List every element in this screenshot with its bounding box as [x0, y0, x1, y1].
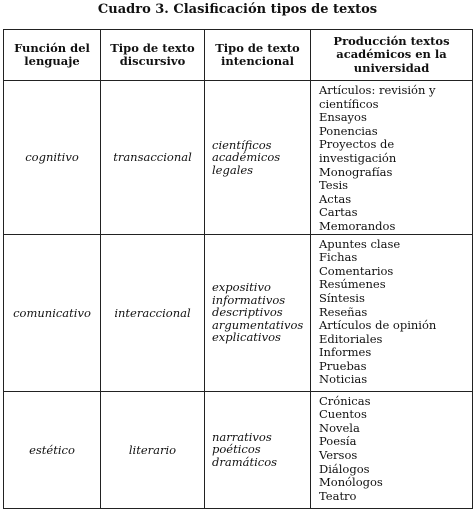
header-row — [4, 30, 473, 81]
header-tipo-intencional: Tipo de texto intencional — [205, 30, 311, 81]
produccion-item: Ensayos — [319, 110, 367, 125]
intencional-item: académicos — [212, 150, 281, 165]
intencional-item: expositivo — [212, 280, 271, 295]
produccion-item: Proyectos de — [319, 137, 395, 152]
produccion-item: investigación — [319, 150, 397, 165]
intencional-item: científicos — [212, 137, 272, 152]
cell-intencional — [205, 81, 311, 235]
cell-intencional — [205, 391, 311, 508]
header-produccion: Producción textos académicos en la universidad — [311, 30, 473, 81]
cell-intencional — [205, 234, 311, 391]
intencional-item: argumentativos — [212, 317, 304, 332]
produccion-item: Novela — [319, 420, 360, 435]
header-tipo-discursivo: Tipo de texto discursivo — [101, 30, 205, 81]
produccion-item: Cartas — [319, 205, 358, 220]
table-row — [4, 391, 473, 508]
produccion-item: Fichas — [319, 250, 358, 265]
cell-produccion — [311, 234, 473, 391]
produccion-item: Editoriales — [319, 331, 383, 346]
cell-discursivo: literario — [101, 391, 205, 508]
intencional-item: legales — [212, 162, 254, 177]
classification-table — [3, 29, 473, 509]
cell-funcion: cognitivo — [4, 81, 101, 235]
produccion-item: Apuntes clase — [319, 236, 401, 251]
intencional-item: dramáticos — [212, 454, 278, 469]
produccion-item: Artículos: revisión y — [319, 83, 436, 97]
produccion-item: Monólogos — [319, 475, 383, 490]
produccion-item: Pruebas — [319, 358, 367, 373]
produccion-item: Ponencias — [319, 123, 378, 138]
table-row — [4, 234, 473, 391]
produccion-item: Comentarios — [319, 263, 394, 278]
produccion-item: Crónicas — [319, 393, 371, 408]
produccion-item: Reseñas — [319, 304, 368, 319]
produccion-item: Actas — [319, 191, 352, 206]
produccion-item: Diálogos — [319, 461, 370, 476]
cell-funcion: estético — [4, 391, 101, 508]
header-funcion: Función del lenguaje — [4, 30, 101, 81]
cell-discursivo: transaccional — [101, 81, 205, 235]
produccion-item: Versos — [319, 447, 358, 462]
cell-discursivo: interaccional — [101, 234, 205, 391]
intencional-item: descriptivos — [212, 305, 283, 320]
produccion-item: Síntesis — [319, 290, 365, 305]
produccion-item: Poesía — [319, 434, 357, 449]
produccion-item: Resúmenes — [319, 277, 386, 292]
produccion-item: Noticias — [319, 372, 368, 387]
produccion-item: Teatro — [319, 488, 357, 503]
cell-produccion — [311, 81, 473, 235]
produccion-item: científicos — [319, 96, 379, 111]
produccion-item: Artículos de opinión — [319, 318, 437, 333]
produccion-item: Informes — [319, 345, 372, 360]
table-row — [4, 81, 473, 235]
produccion-item: Memorandos — [319, 218, 396, 233]
intencional-item: poéticos — [212, 442, 261, 457]
cell-funcion: comunicativo — [4, 234, 101, 391]
intencional-item: explicativos — [212, 330, 281, 345]
intencional-item: informativos — [212, 292, 286, 307]
produccion-item: Monografías — [319, 164, 393, 179]
produccion-item: Tesis — [319, 178, 349, 193]
table-title: Cuadro 3. Clasificación tipos de textos — [97, 2, 378, 17]
cell-produccion — [311, 391, 473, 508]
intencional-item: narrativos — [212, 429, 272, 444]
produccion-item: Cuentos — [319, 407, 367, 422]
